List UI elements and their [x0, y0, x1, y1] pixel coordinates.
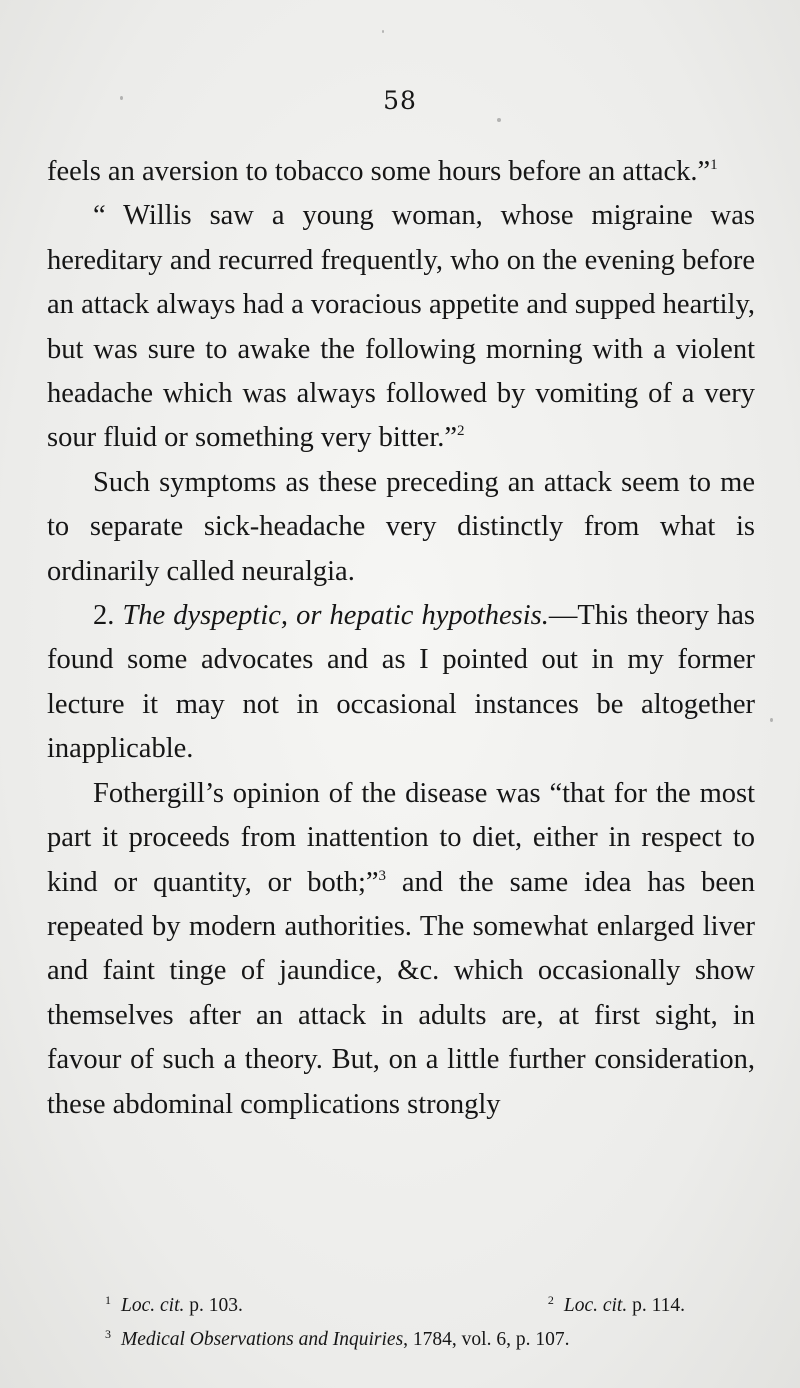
- footnote-source: Medical Observations and Inquiries: [121, 1329, 404, 1350]
- footnote-source: Loc. cit.: [121, 1295, 185, 1316]
- paragraph-text: Fothergill’s opinion of the disease was “that for the most part it proceeds from inattention to diet, either in respect to kind or quantity, or both;”: [47, 777, 755, 898]
- footnote-detail: p. 103.: [184, 1295, 243, 1316]
- footnote-ref-3: 3: [378, 867, 387, 884]
- section-heading: The dyspeptic, or hepatic hypothesis.: [122, 600, 549, 632]
- footnote-line: [105, 1289, 685, 1323]
- footnote-ref-1: 1: [710, 157, 718, 173]
- footnote-detail: , 1784, vol. 6, p. 107.: [403, 1329, 570, 1350]
- paragraph-5: [47, 772, 755, 1127]
- section-number: 2.: [93, 600, 115, 632]
- page-number: 58: [383, 86, 417, 115]
- footnote-1: [105, 1289, 243, 1323]
- footnote-mark: 3: [105, 1327, 111, 1341]
- paragraph-text: and the same idea has been repeated by modern authorities. The somewhat enlarged liver and faint tinge of jaundice, &c. which occasionally show themselves after an attack in adults are, at first sight, in favour of such a theory. But, on a little further consideration, these abdominal complications strongly: [47, 866, 755, 1120]
- paper-speck: [770, 718, 773, 722]
- paragraph-text: Such symptoms as these preceding an attack seem to me to separate sick-headache very distinctly from what is ordinarily called neuralgia.: [47, 466, 755, 587]
- footnote-line: [105, 1323, 685, 1357]
- paragraph-text: —This theory has found some advocates and as I pointed out in my former lecture it may not in occasional instances be altogether inapplicable.: [47, 600, 756, 765]
- paragraph-1: [47, 150, 755, 194]
- paper-speck: [382, 30, 384, 33]
- body-text: [47, 150, 755, 1127]
- paragraph-3: [47, 461, 755, 594]
- footnotes: [105, 1289, 685, 1357]
- footnote-2: [548, 1289, 685, 1323]
- footnote-ref-2: 2: [457, 423, 465, 440]
- footnote-detail: p. 114.: [627, 1295, 685, 1316]
- paragraph-text: feels an aversion to tobacco some hours before an attack.”: [47, 156, 711, 187]
- footnote-3: [105, 1323, 569, 1357]
- paragraph-text: “ Willis saw a young woman, whose migraine was hereditary and recurred frequently, who on the evening before an attack always had a voracious appetite and supped heartily, but was sure to awake the following morning with a violent headache which was always followed by vomiting of a very sour fluid or something very bitter.”: [47, 200, 755, 454]
- paper-speck: [497, 118, 501, 122]
- paragraph-4: [47, 594, 755, 772]
- footnote-mark: 1: [105, 1293, 111, 1307]
- footnote-mark: 2: [547, 1293, 554, 1307]
- footnote-source: Loc. cit.: [563, 1295, 628, 1316]
- paragraph-2: [47, 194, 755, 460]
